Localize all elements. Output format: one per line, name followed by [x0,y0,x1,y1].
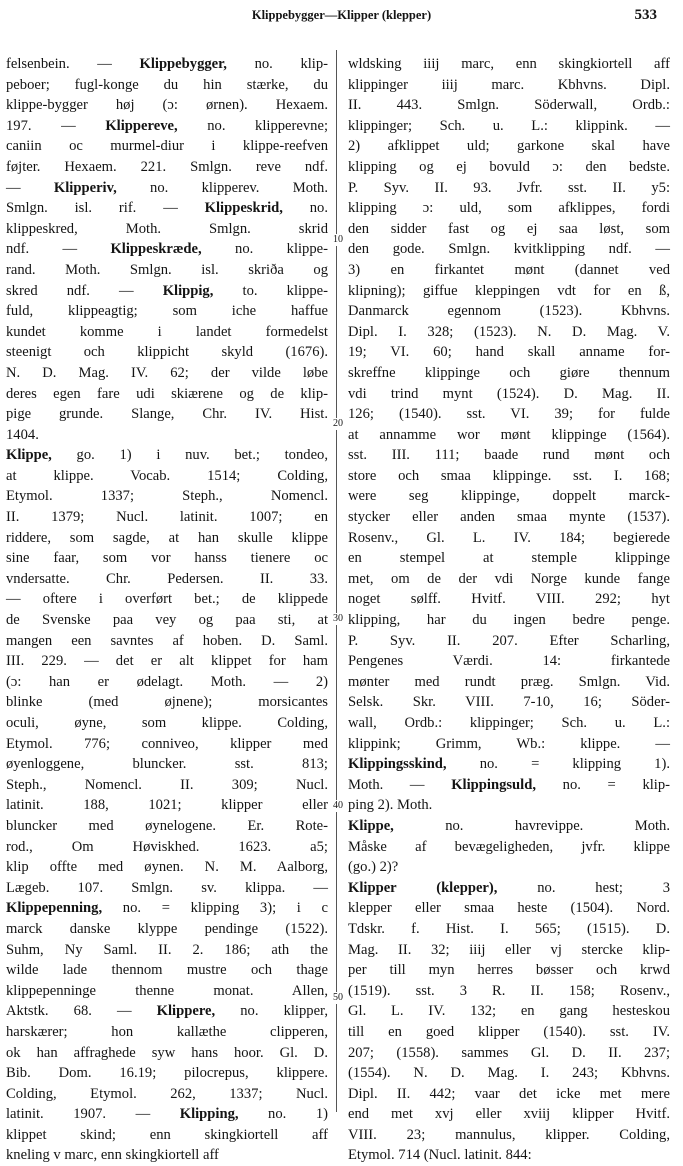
text-line: wldsking iiij marc, enn skingkiortell aff [348,56,670,72]
text-line: till en goed klipper (1540). sst. IV. [348,1023,670,1040]
text-line: 3) en firkantet mønt (dannet ved [348,261,670,278]
text-line: Smlgn. isl. rif. — Klippeskrid, no. [6,200,329,217]
text-line: at klippe. Vocab. 1514; Colding, [6,467,328,484]
line-number-40: 40 [329,800,347,812]
right-column [348,54,670,1166]
text-line: klippink; Grimm, Wb.: klippe. — [348,735,670,752]
header-title: Klippebygger—Klipper (klepper) [251,8,432,22]
text-line: kneling v marc, enn skingkiortell aff [6,1147,219,1164]
text-line: N. D. Mag. IV. 62; der vilde løbe [6,364,328,381]
text-line: rod., Om Høviskhed. 1623. a5; [6,838,328,855]
text-line: per till myn herres bøsser och krwd [348,962,670,979]
text-line: klippinger; Sch. u. L.: klippink. — [348,117,670,134]
text-line: harskærer; hon kallæthe clipperen, [6,1023,328,1040]
text-line: Etymol. 1337; Steph., Nomencl. [6,488,328,505]
text-line: met, om de der vdi Norge kunde fange [348,570,670,587]
text-line: — oftere i overført bet.; de klippede [6,591,328,608]
line-number-30: 30 [329,613,347,625]
text-line: klippepenninge thenne monat. Allen, [6,982,328,999]
text-line: 19; VI. 60; hand skall anname for- [348,344,670,361]
text-line: latinit. 1907. — Klipping, no. 1) [6,1106,328,1123]
text-line: (1554). N. D. Mag. I. 243; Kbhvns. [348,1065,670,1082]
text-line: 197. — Klippereve, no. klipperevne; [6,117,328,134]
text-line: P. Syv. II. 93. Jvfr. sst. II. y5: [348,179,670,196]
text-line: klippe-bygger høj (ɔ: ørnen). Hexaem. [6,97,328,114]
running-header [0,8,683,30]
page-number: 533 [634,7,657,23]
text-line: end met xvj eller xviij klipper Hvitf. [348,1106,670,1123]
text-line: mønter med rundt præg. Smlgn. Vid. [348,673,670,690]
text-line: 126; (1540). sst. VI. 39; for fulde [348,406,670,423]
text-line: (ɔ: han er ødelagt. Moth. — 2) [6,673,328,690]
text-line: føjter. Hexaem. 221. Smlgn. reve ndf. [6,158,328,175]
line-number-20: 20 [329,418,347,430]
text-line: klippinger iiij marc. Kbhvns. Dipl. [348,76,670,93]
text-line: bluncker med øynelogene. Er. Rote- [6,817,328,834]
text-line: felsenbein. — Klippebygger, no. klip- [6,56,329,72]
left-column [6,54,328,1166]
text-line: øyenloggene, bluncker. sst. 813; [6,756,328,773]
text-line: III. 229. — det er alt klippet for ham [6,653,328,670]
text-line: Aktstk. 68. — Klippere, no. klipper, [6,1003,328,1020]
text-line: Colding, Etymol. 262, 1337; Nucl. [6,1085,328,1102]
text-line: klipning); giffue kleppingen vdt for en ß, [348,282,670,299]
text-line: sine faar, som vor hanss tienere oc [6,550,328,567]
text-line: klipping ɔ: uld, som afklippes, fordi [348,200,670,217]
text-line: Tdskr. f. Hist. I. 565; (1515). D. [348,920,670,937]
text-line: ndf. — Klippeskræde, no. klippe- [6,241,328,258]
text-line: den sidder fast og ej saa løst, som [348,220,670,237]
text-line: Pengenes Værdi. 14: firkantede [348,653,670,670]
text-line: caniin oc murmel-diur i klippe-reefven [6,138,328,155]
text-line: Dipl. I. 328; (1523). N. D. Mag. V. [348,323,670,340]
text-line: Gl. L. IV. 132; en gang hesteskou [348,1003,670,1020]
text-line: wilde lade thennom mustre och thage [6,962,328,979]
text-line: ok han affraghede syw hans hoor. Gl. D. [6,1044,328,1061]
text-line: 1404. [6,426,39,443]
text-line: Klippe, go. 1) i nuv. bet.; tondeo, [6,447,328,464]
line-number-50: 50 [329,992,347,1004]
text-line: marck danske klyppe pendinge (1522). [6,920,328,937]
text-line: Selsk. Skr. VIII. 7-10, 16; Söder- [348,694,670,711]
text-line: Klippe, no. havrevippe. Moth. [348,817,670,834]
text-line: de Svenske paa vey og paa sti, at [6,612,328,629]
text-line: Klipper (klepper), no. hest; 3 [348,879,670,896]
text-line: wall, Ordb.: klippinger; Sch. u. L.: [348,715,670,731]
text-line: klippet skind; enn skingkiortell aff [6,1126,328,1143]
text-line: Danmarck egennom (1523). Kbhvns. [348,303,670,320]
text-line: store och smaa klippinge. sst. I. 168; [348,467,670,484]
text-line: blinke (med øjnene); morsicantes [6,694,328,711]
text-line: Klippingsskind, no. = klipping 1). [348,756,670,773]
text-line: vdi trind mynt (1524). D. Mag. II. [348,385,670,402]
text-line: II. 443. Smlgn. Söderwall, Ordb.: [348,97,670,114]
text-line: Lægeb. 107. Smlgn. sv. klippa. — [6,879,328,896]
text-line: den gode. Smlgn. kvitklipping ndf. — [348,241,670,258]
text-line: latinit. 188, 1021; klipper eller [6,797,328,814]
text-line: mangen een savntes af hoben. D. Saml. [6,632,328,649]
text-line: (go.) 2)? [348,859,399,876]
text-line: Rosenv., Gl. L. IV. 184; begierede [348,529,670,546]
text-line: skred ndf. — Klippig, to. klippe- [6,282,328,299]
text-line: oculi, øyne, som klippe. Colding, [6,715,328,731]
text-line: Moth. — Klippingsuld, no. = klip- [348,776,671,793]
text-line: klepper eller smaa heste (1504). Nord. [348,900,670,917]
text-line: 207; (1558). sammes Gl. D. II. 237; [348,1044,670,1061]
text-line: Måske af bevægeligheden, jvfr. klippe [348,838,670,855]
text-line: Mag. II. 32; iiij eller vj stercke klip- [348,941,670,958]
text-line: Steph., Nomencl. II. 309; Nucl. [6,776,328,793]
text-line: sst. III. 111; baade rund mønt och [348,447,670,464]
text-line: riddere, som sagde, at han skulle klippe [6,529,328,546]
text-line: klipping og ej bovuld ɔ: den bedste. [348,158,670,175]
text-line: noget sølff. Hvitf. VIII. 292; hyt [348,591,670,608]
text-line: vndersatte. Chr. Pedersen. II. 33. [6,570,328,587]
text-line: Dipl. II. 442; vaar det icke met mere [348,1085,670,1102]
text-line: stycker eller anden smaa mynte (1537). [348,509,670,526]
text-line: Suhm, Ny Saml. II. 2. 186; ath the [6,941,328,958]
text-line: peboer; fugl-konge du hin stærke, du [6,76,328,93]
line-number-10: 10 [329,234,347,246]
text-line: Klippepenning, no. = klipping 3); i c [6,900,328,917]
text-line: 2) afklippet uld; garkone skal have [348,138,670,155]
text-line: rand. Moth. Smlgn. isl. skriða og [6,261,328,278]
text-line: Bib. Dom. 16.19; pilocrepus, klippere. [6,1065,328,1082]
text-line: Etymol. 714 (Nucl. latinit. 844: [348,1147,532,1164]
text-line: en stempel at stemple klippinge [348,550,670,567]
text-line: klippeskred, Moth. Smlgn. skrid [6,220,328,237]
text-line: skreffne klippinge och giøre thennum [348,364,670,381]
text-line: (1519). sst. 3 R. II. 158; Rosenv., [348,982,670,999]
text-line: Etymol. 776; conniveo, klipper med [6,735,328,752]
text-line: ping 2). Moth. [348,797,433,814]
text-line: steenigt och klippicht skyld (1676). [6,344,328,361]
text-line: — Klipperiv, no. klipperev. Moth. [6,179,328,196]
column-divider [336,50,337,1112]
text-line: P. Syv. II. 207. Efter Scharling, [348,632,670,649]
text-line: were seg klippinge, doppelt marck- [348,488,670,505]
text-line: klipping, har du ingen bedre penge. [348,612,670,629]
text-line: fuld, klippeagtig; som iche haffue [6,303,328,320]
text-line: II. 1379; Nucl. latinit. 1007; en [6,509,328,526]
text-line: kundet komme i landet formedelst [6,323,328,340]
text-line: klip offte med øynen. N. M. Aalborg, [6,859,328,876]
text-line: VIII. 23; mannulus, klipper. Colding, [348,1126,670,1143]
text-line: deres egen fare udi skiærene og de klip- [6,385,328,402]
text-line: pige grunde. Slange, Chr. IV. Hist. [6,406,328,423]
text-line: at annamme wor mønt klippinge (1564). [348,426,670,443]
